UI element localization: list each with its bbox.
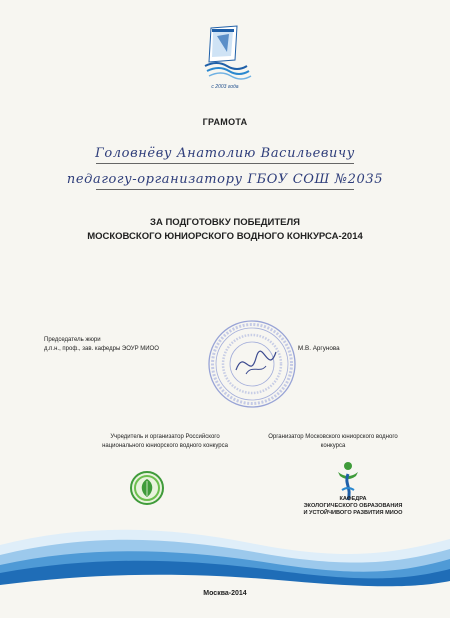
official-stamp-icon — [206, 318, 298, 410]
leaf-emblem-icon — [129, 470, 165, 506]
founder-caption: Учредитель и организатор Российского национального юниорского водного конкурса — [102, 434, 228, 449]
recipient-position: педагогу-организатору ГБОУ СОШ №2035 — [66, 172, 384, 187]
jury-role: Председатель жюри — [44, 337, 101, 343]
place-and-year: Москва-2014 — [203, 590, 247, 597]
contest-logo — [197, 22, 253, 94]
logo-caption: с 2003 года — [211, 84, 239, 90]
jury-details: д.п.н., проф., зав. кафедры ЭОУР МИОО — [44, 346, 159, 352]
jury-block — [44, 336, 159, 354]
document-title: ГРАМОТА — [202, 117, 248, 127]
wave-decoration-icon — [0, 515, 450, 595]
award-line-1: ЗА ПОДГОТОВКУ ПОБЕДИТЕЛЯ — [150, 217, 300, 228]
recipient-name: Головнёву Анатолию Васильевичу — [95, 146, 355, 161]
department-line-1: КАФЕДРА — [339, 496, 367, 502]
position-underline — [96, 189, 354, 190]
department-name — [298, 496, 408, 517]
recipient-underline — [96, 163, 354, 164]
jury-chair-name: М.В. Аргунова — [298, 345, 340, 352]
department-line-2: ЭКОЛОГИЧЕСКОГО ОБРАЗОВАНИЯ — [303, 503, 403, 509]
sail-logo-icon — [197, 22, 253, 86]
organizer-caption: Организатор Московского юниорского водного конкурса — [268, 434, 398, 449]
department-line-3: И УСТОЙЧИВОГО РАЗВИТИЯ МИОО — [303, 510, 403, 516]
award-line-2: МОСКОВСКОГО ЮНИОРСКОГО ВОДНОГО КОНКУРСА-2014 — [87, 231, 363, 242]
